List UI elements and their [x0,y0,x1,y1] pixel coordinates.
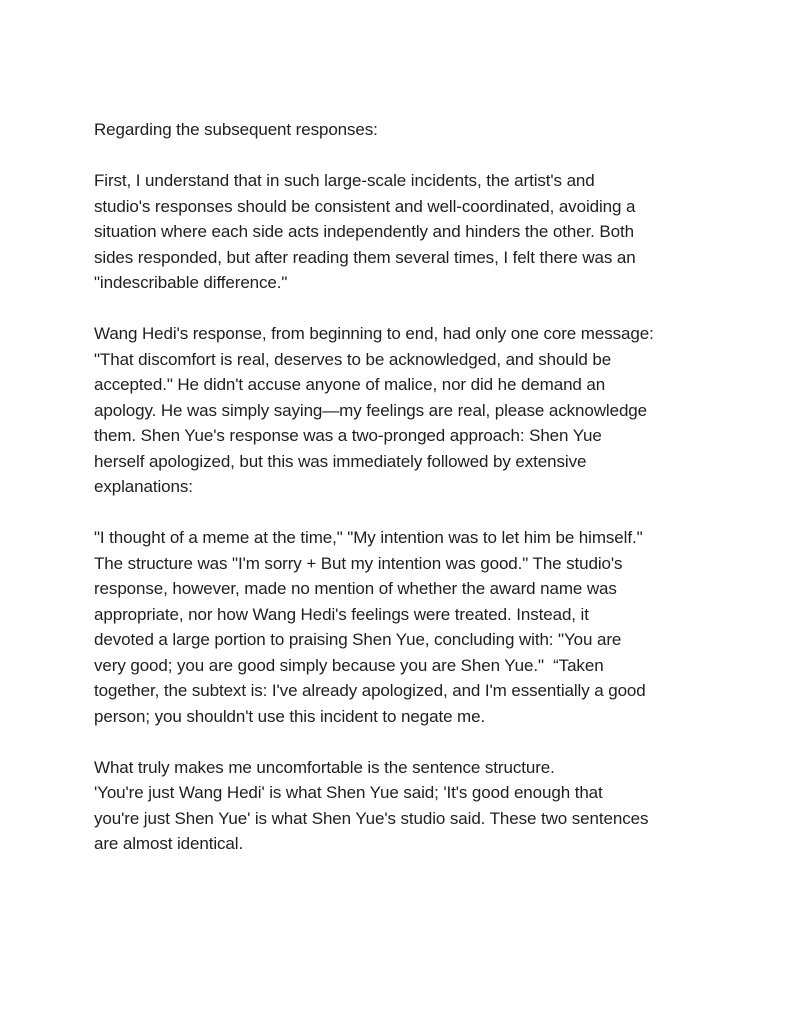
paragraph-spacer [94,500,704,526]
paragraph-spacer [94,729,704,755]
paragraph-spacer [94,143,704,169]
paragraph-1: First, I understand that in such large-scale incidents, the artist's and studio's responses should be consistent and well-coordinated, avoiding a situation where each side acts independently and hinders the other. Both sides responded, but after reading them several times, I felt there was an "indescribable difference." [94,171,636,292]
paragraph-2: Wang Hedi's response, from beginning to end, had only one core message: "That discomfort is real, deserves to be acknowledged, and should be accepted." He didn't accuse anyone of malice, nor did he demand an apology. He was simply saying—my feelings are real, please acknowledge them. Shen Yue's response was a two-pronged approach: Shen Yue herself apologized, but this was immediately followed by extensive explanations: [94,324,654,496]
paragraph-spacer [94,296,704,322]
paragraph-3: "I thought of a meme at the time," "My intention was to let him be himself." The structure was "I'm sorry + But my intention was good." The studio's response, however, made no mention of whether the award name was appropriate, nor how Wang Hedi's feelings were treated. Instead, it devoted a large portion to praising Shen Yue, concluding with: "You are very good; you are good simply because you are Shen Yue." “Taken together, the subtext is: I've already apologized, and I'm essentially a good person; you shouldn't use this incident to negate me. [94,528,646,726]
document-heading: Regarding the subsequent responses: [94,120,378,139]
paragraph-4: What truly makes me uncomfortable is the sentence structure. 'You're just Wang Hedi' is what Shen Yue said; 'It's good enough that you're just Shen Yue' is what Shen Yue's studio said. These two sentences are almost identical. [94,757,649,853]
document-body [94,117,704,857]
